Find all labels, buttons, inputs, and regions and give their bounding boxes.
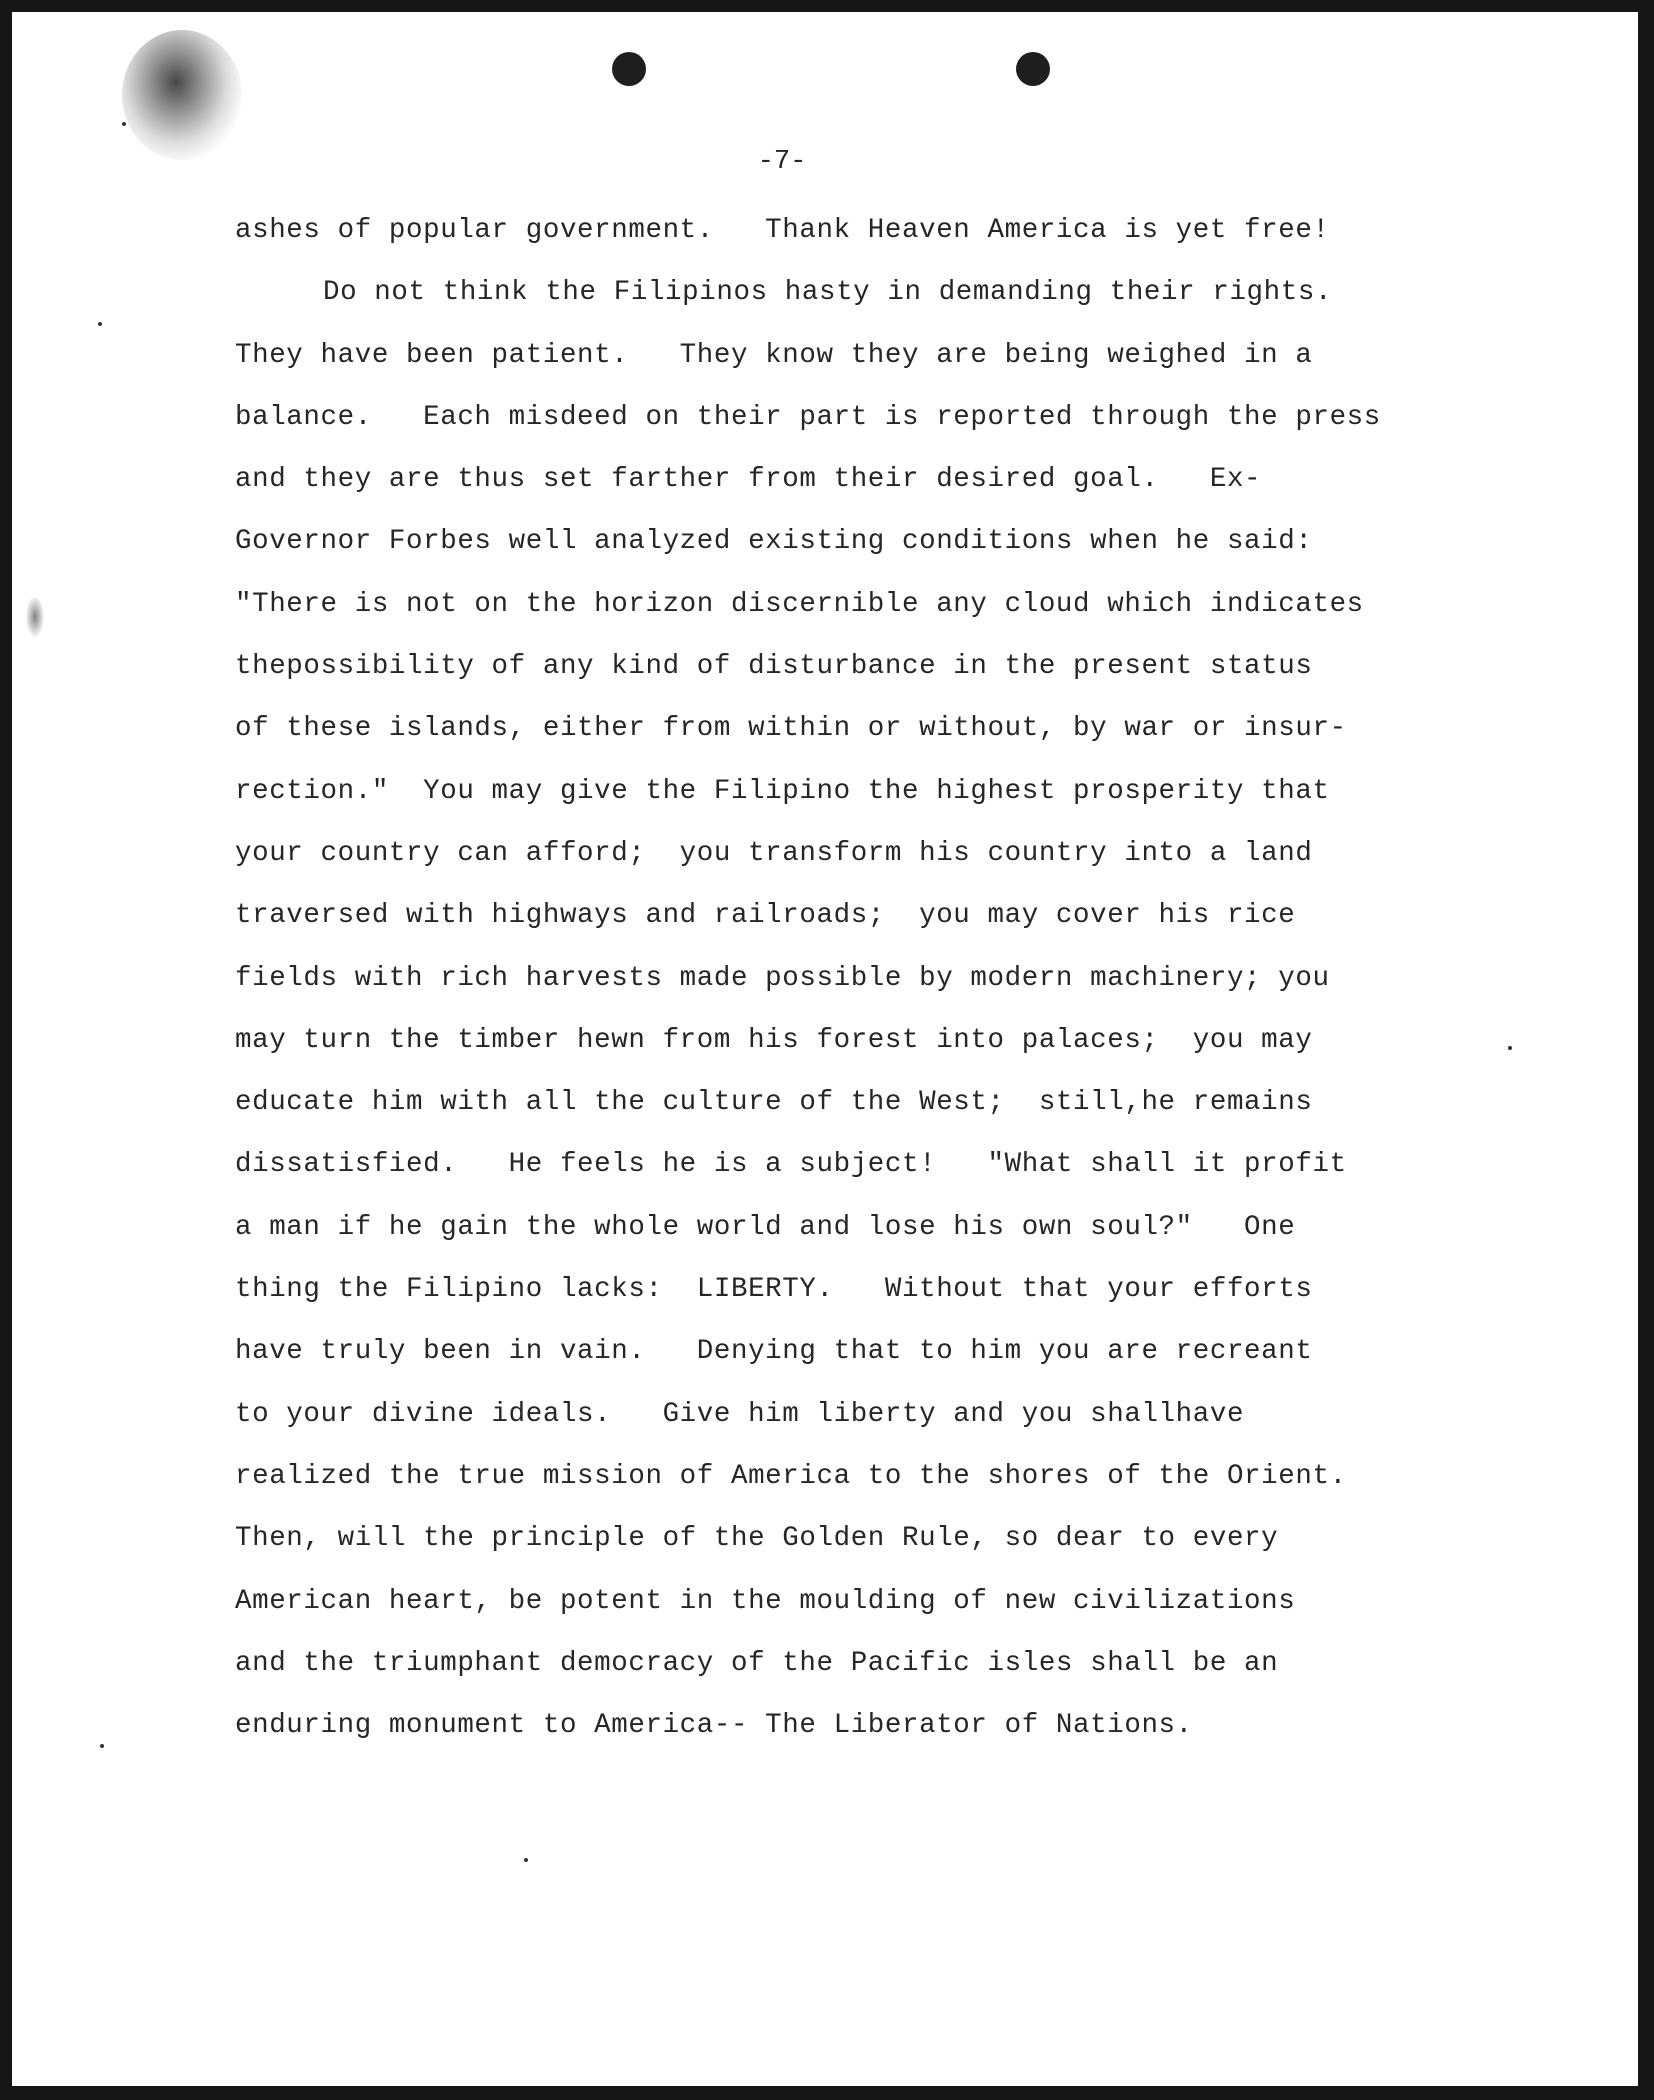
- text-line: realized the true mission of America to the shores of the Orient.: [235, 1460, 1347, 1492]
- speck: [100, 1744, 104, 1748]
- page-number: -7-: [757, 147, 807, 177]
- text-line: thepossibility of any kind of disturbance in the present status: [235, 651, 1313, 683]
- text-line: ashes of popular government. Thank Heaven America is yet free!: [235, 215, 1330, 246]
- speck: [98, 322, 102, 326]
- text-line: enduring monument to America-- The Liberator of Nations.: [235, 1710, 1193, 1742]
- speck: [122, 122, 126, 126]
- text-line: of these islands, either from within or without, by war or insur-: [235, 713, 1347, 745]
- ink-smudge-small: [26, 597, 44, 637]
- text-line: Then, will the principle of the Golden Rule, so dear to every: [235, 1523, 1279, 1555]
- speck: [524, 1858, 528, 1862]
- document-page: [12, 12, 1638, 2086]
- punch-hole-right: [1016, 52, 1050, 86]
- body-text: [235, 200, 1535, 1757]
- punch-hole-left: [612, 52, 646, 86]
- text-line: and the triumphant democracy of the Pacific isles shall be an: [235, 1647, 1279, 1679]
- text-line: "There is not on the horizon discernible any cloud which indicates: [235, 588, 1364, 620]
- text-line: have truly been in vain. Denying that to him you are recreant: [235, 1336, 1313, 1368]
- text-line: dissatisfied. He feels he is a subject! "What shall it profit: [235, 1149, 1347, 1181]
- text-line: and they are thus set farther from their desired goal. Ex-: [235, 464, 1262, 496]
- text-line: to your divine ideals. Give him liberty and you shallhave: [235, 1398, 1245, 1430]
- text-line: educate him with all the culture of the West; still,he remains: [235, 1087, 1313, 1119]
- text-line: American heart, be potent in the moulding of new civilizations: [235, 1585, 1296, 1617]
- text-line: may turn the timber hewn from his forest into palaces; you may: [235, 1024, 1313, 1056]
- text-line: Do not think the Filipinos hasty in demanding their rights.: [323, 277, 1333, 309]
- ink-smudge: [122, 30, 242, 160]
- text-line: traversed with highways and railroads; you may cover his rice: [235, 900, 1296, 932]
- text-line: a man if he gain the whole world and lose his own soul?" One: [235, 1211, 1296, 1243]
- text-line: They have been patient. They know they are being weighed in a: [235, 339, 1313, 371]
- text-line: Governor Forbes well analyzed existing conditions when he said:: [235, 526, 1313, 558]
- text-line: fields with rich harvests made possible by modern machinery; you: [235, 962, 1330, 994]
- text-line: balance. Each misdeed on their part is reported through the press: [235, 401, 1381, 433]
- text-line: your country can afford; you transform his country into a land: [235, 837, 1313, 869]
- text-line: thing the Filipino lacks: LIBERTY. Without that your efforts: [235, 1274, 1313, 1306]
- text-line: rection." You may give the Filipino the highest prosperity that: [235, 775, 1330, 807]
